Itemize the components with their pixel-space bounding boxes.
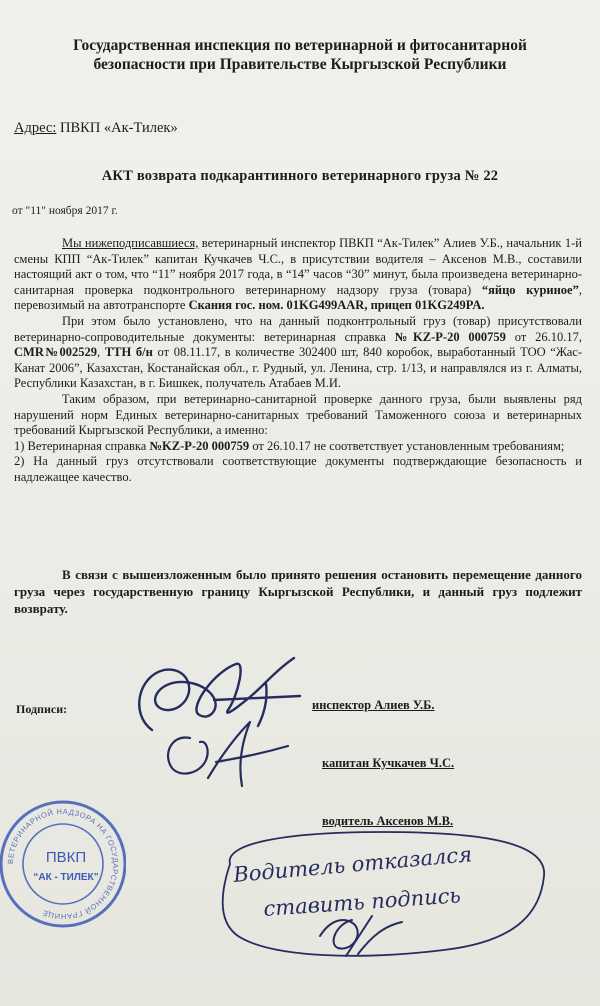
organization-header: [20, 36, 580, 74]
cmr-number: CMR№002529: [14, 345, 98, 360]
vet-certificate-number: №KZ-P-20 000759: [394, 329, 506, 344]
driver-signature-line: водитель Аксенов М.В.: [322, 814, 454, 828]
act-body: [14, 236, 582, 486]
signatures-label: Подписи:: [16, 702, 68, 716]
vehicle-number: Скания гос. ном. 01KG499AAR, прицеп 01KG249PA.: [188, 298, 485, 313]
captain-signature-mark: [146, 712, 296, 792]
paragraph-2-text-b: от 26.10.17,: [505, 329, 582, 344]
seal-ring-text: ВЕТЕРИНАРНОЙ НАДЗОРА НА ГОСУДАРСТВЕННОЙ ГРАНИЦЕ: [5, 806, 121, 922]
paragraph-1-text-b: , перевозимый на автотранспорте: [14, 282, 582, 313]
paragraph-2-text-c: ,: [97, 345, 105, 360]
inspector-signature-line: инспектор Алиев У.Б.: [312, 698, 435, 712]
address-line: [14, 120, 178, 137]
violation-1-text-a: 1) Ветеринарная справка: [14, 438, 150, 453]
handwritten-note: [212, 824, 562, 974]
violation-item-2: 2) На данный груз отсутствовали соответствующие документы подтверждающие безопасность и надлежащее качество.: [14, 454, 582, 484]
cargo-name: “яйцо куриное”: [481, 282, 579, 297]
violation-1-text-b: от 26.10.17 не соответствует установленным требованиям;: [249, 438, 565, 453]
address-label: Адрес:: [14, 120, 57, 136]
seal-center-line-2: “АК - ТИЛЕК”: [33, 872, 99, 883]
inspector-signature-mark: [118, 640, 328, 740]
paragraph-2-text-d: от 08.11.17, в количестве 302400 шт, 840 коробок, выработанный ТОО “Жас-Канат 2006”, Казахстан, Костанайская обл., г. Рудный, ул. Ленина, стр. 1/13, и направлялся из г. Алматы, Республики Казахстан, в г. Бишкек, получатель Атабаев М.И.: [14, 345, 583, 391]
captain-signature-line: капитан Кучкачев Ч.С.: [322, 756, 455, 770]
organization-line-1: Государственная инспекция по ветеринарной и фитосанитарной: [73, 37, 527, 54]
seal-center-line-1: ПВКП: [45, 849, 87, 866]
handwritten-note-graphic: [212, 824, 562, 974]
act-title: АКТ возврата подкарантинного ветеринарного груза № 22: [101, 168, 499, 184]
paragraph-1-text-a: ветеринарный инспектор ПВКП “Ак-Тилек” Алиев У.Б., начальник 1-й смены КПП “Ак-Тилек” капитан Кучкачев Ч.С., в присутствии водителя – Аксенов М.В., составили настоящий акт о том, что “11” ноября 2017 года, в “14” часов “30” минут, была произведена ветеринарно-санитарная проверка подконтрольного ветеринарному надзору груза (товара): [14, 236, 582, 297]
conclusion-paragraph: В связи с вышеизложенным было принято решения остановить перемещение данного груза через государственную границу Кыргызской Республики, и данный груз подлежит возврату.: [14, 567, 582, 616]
organization-line-2: безопасности при Правительстве Кыргызской Республики: [93, 56, 507, 73]
handwritten-note-line-2: ставить подпись: [262, 883, 462, 921]
address-value: ПВКП «Ак-Тилек»: [60, 120, 178, 136]
paragraph-1: [14, 236, 582, 314]
ttn-number: ТТН б/н: [104, 345, 153, 360]
act-date: от "11" ноября 2017 г.: [12, 205, 118, 217]
handwritten-note-line-1: Водитель отказался: [232, 842, 473, 887]
paragraph-2-text-a: При этом было установлено, что на данный подконтрольный груз (товар) присутствовали ветеринарно-сопроводительные документы: ветеринарная справка: [14, 313, 582, 344]
paragraph-2: [14, 314, 582, 392]
violation-1-certificate: №KZ-P-20 000759: [149, 438, 250, 453]
violation-item-1: [14, 439, 582, 455]
official-seal: [0, 796, 126, 932]
signatories-lead: Мы нижеподписавшиеся,: [62, 236, 199, 250]
paragraph-3: Таким образом, при ветеринарно-санитарной проверке данного груза, были выявлены ряд нарушений норм Единых ветеринарно-санитарных требований Таможенного союза и ветеринарных требований Кыргызской Республики, а именно:: [14, 391, 582, 438]
seal-ring-graphic: [0, 796, 126, 932]
